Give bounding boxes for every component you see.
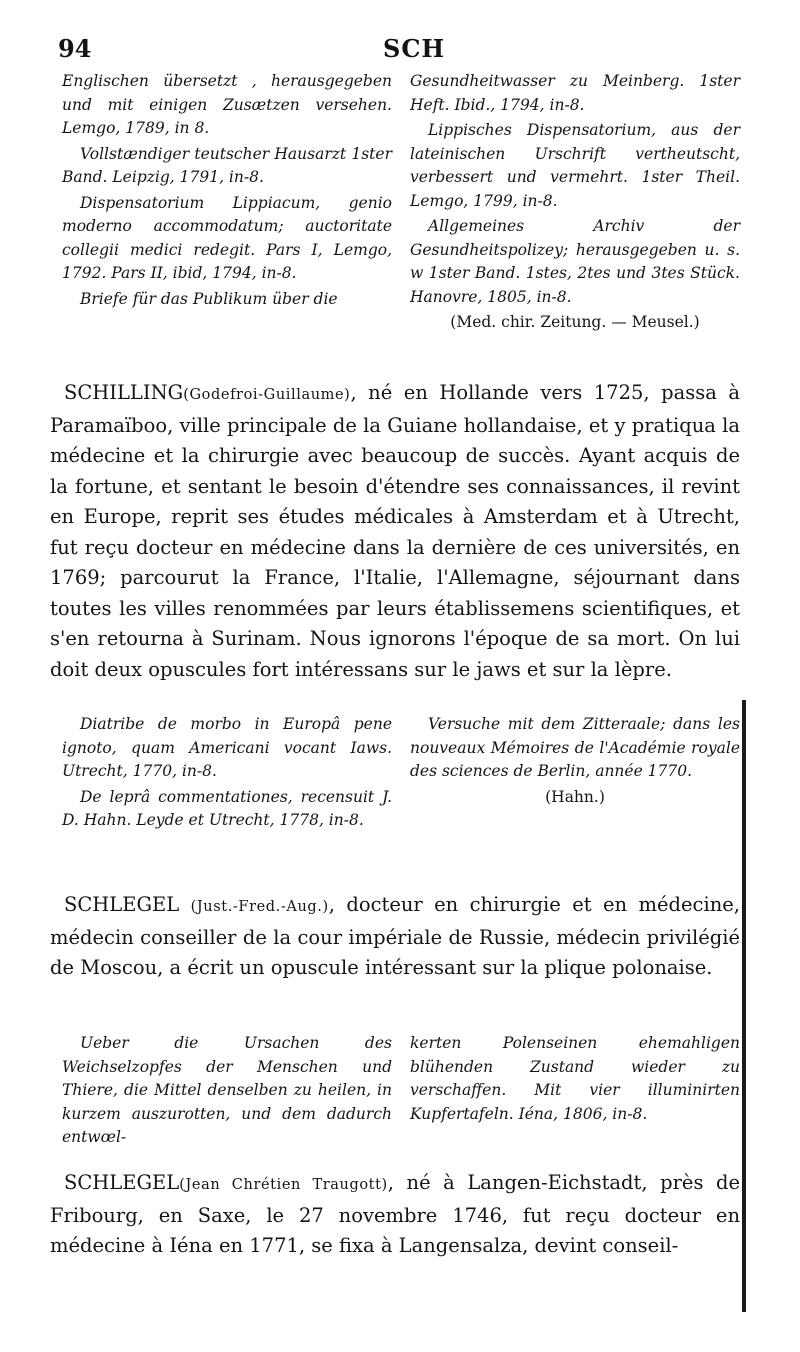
biography-entry <box>50 890 740 984</box>
low-right-column <box>410 1032 740 1128</box>
biography-entry <box>50 378 740 685</box>
page-header <box>58 34 748 66</box>
bibliography-item: Lippisches Dispensatorium, aus der lateinischen Urschrift vertheutscht, verbessert und vermehrt. 1ster Theil. Lemgo, 1799, in-8. <box>410 121 740 210</box>
bibliography-item: Gesundheitwasser zu Meinberg. 1ster Heft. Ibid., 1794, in-8. <box>410 72 740 114</box>
bibliography-item: Ueber die Ursachen des Weichselzopfes der Menschen und Thiere, die Mittel denselben zu heilen, in kurzem auszurotten, und dem dadurch entwœl- <box>62 1034 392 1146</box>
bibliography-item: Versuche mit dem Zitteraale; dans les nouveaux Mémoires de l'Académie royale des sciences de Berlin, année 1770. <box>410 715 740 780</box>
bibliography-item: De leprâ commentationes, recensuit J. D. Hahn. Leyde et Utrecht, 1778, in-8. <box>62 787 392 829</box>
entry-body: , né en Hollande vers 1725, passa à Paramaïboo, ville principale de la Guiane hollandaise, et y pratiqua la médecine et la chirurgie avec beaucoup de succès. Ayant acquis de la fortune, et sentant le besoin d'étendre ses connaissances, il revint en Europe, reprit ses études médicales à Amsterdam et à Utrecht, fut reçu docteur en médecine dans la dernière de ces universités, en 1769; parcourut la France, l'Italie, l'Allemagne, séjournant dans toutes les villes renommées par leurs établissemens scientifiques, et s'en retourna à Surinam. Nous ignorons l'époque de sa mort. On lui doit deux opuscules fort intéressans sur le jaws et sur la lèpre. <box>50 381 740 681</box>
bibliography-item: Vollstændiger teutscher Hausarzt 1ster Band. Leipzig, 1791, in-8. <box>62 144 392 186</box>
low-left-column <box>62 1032 392 1152</box>
bibliography-item: Dispensatorium Lippiacum, genio moderno accommodatum; auctoritate collegii medici redegit. Pars I, Lemgo, 1792. Pars II, ibid, 1794, in-8. <box>62 193 392 282</box>
entry-name: SCHLEGEL <box>64 1171 180 1194</box>
bibliography-item: Briefe für das Publikum über die <box>80 289 338 308</box>
bibliography-item: Englischen übersetzt , herausgegeben und mit einigen Zusætzen versehen. Lemgo, 1789, in 8. <box>62 72 392 137</box>
entry-name: SCHILLING <box>64 381 184 404</box>
entry-forenames: (Jean Chrétien Traugott) <box>179 1177 388 1193</box>
page-number: 94 <box>58 34 92 63</box>
top-left-column <box>62 70 392 313</box>
mid-right-column <box>410 713 740 811</box>
top-right-column <box>410 70 740 337</box>
biography-entry <box>50 1168 740 1262</box>
entry-body: , docteur en chirurgie et en médecine, médecin conseiller de la cour impériale de Russie, médecin privilégié de Moscou, a écrit un opuscule intéressant sur la plique polonaise. <box>50 893 740 979</box>
bibliography-item: kerten Polenseinen ehemahligen blühenden Zustand wieder zu verschaffen. Mit vier illuminirten Kupfertafeln. Iéna, 1806, in-8. <box>410 1034 740 1123</box>
bibliography-item: Allgemeines Archiv der Gesundheitspolizey; herausgegeben u. s. w 1ster Band. 1stes, 2tes und 3tes Stück. Hanovre, 1805, in-8. <box>410 217 740 306</box>
source-attribution: (Med. chir. Zeitung. — Meusel.) <box>450 313 700 331</box>
page-edge-rule <box>742 700 746 1312</box>
bibliography-item: Diatribe de morbo in Europâ pene ignoto, quam Americani vocant Iaws. Utrecht, 1770, in-8. <box>62 715 392 780</box>
mid-left-column <box>62 713 392 835</box>
entry-name: SCHLEGEL <box>64 893 180 916</box>
source-attribution: (Hahn.) <box>545 787 605 806</box>
entry-body: , né à Langen-Eichstadt, près de Fribourg, en Saxe, le 27 novembre 1746, fut reçu docteur en médecine à Iéna en 1771, se fixa à Langensalza, devint conseil- <box>50 1171 741 1257</box>
entry-forenames: (Just.-Fred.-Aug.) <box>190 899 329 915</box>
entry-forenames: (Godefroi-Guillaume) <box>183 387 351 403</box>
running-head: SCH <box>383 34 446 63</box>
